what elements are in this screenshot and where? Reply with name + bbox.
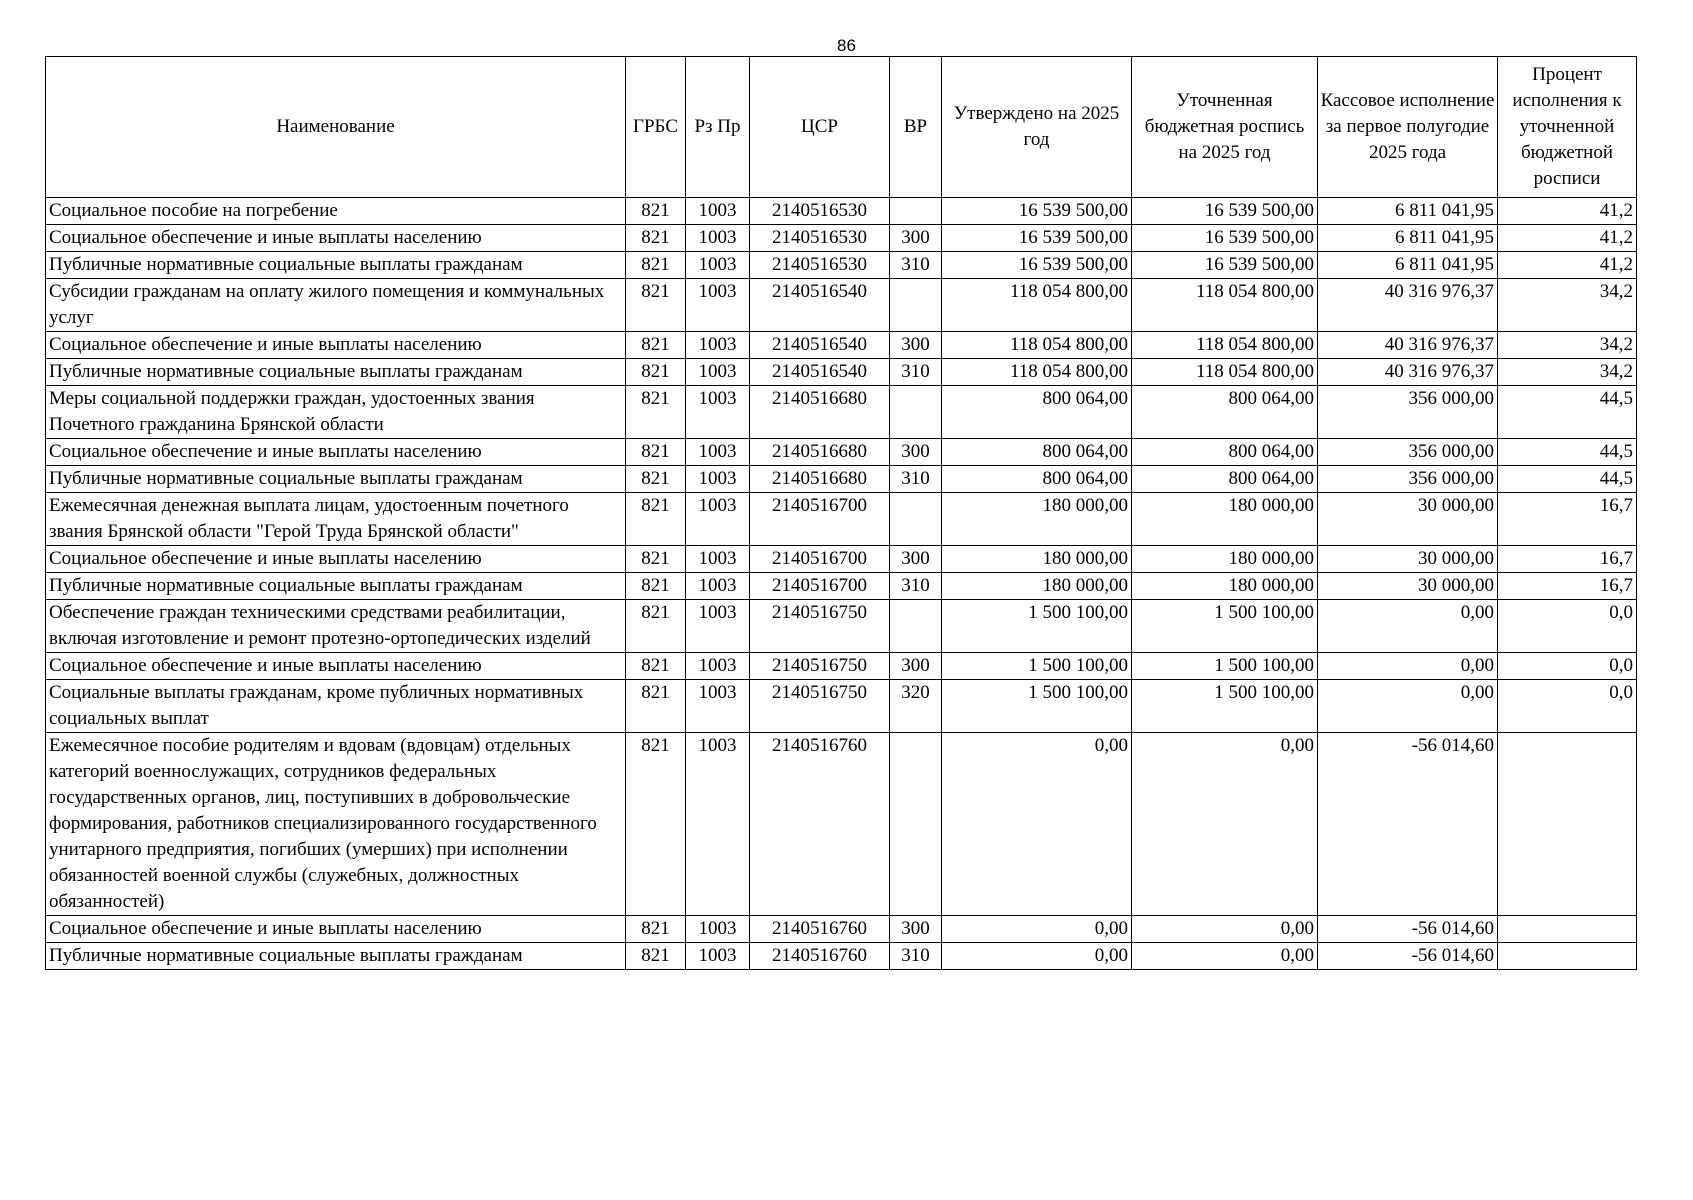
cell-rzpr: 1003 <box>686 733 750 916</box>
cell-rzpr: 1003 <box>686 198 750 225</box>
cell-refined: 1 500 100,00 <box>1132 653 1318 680</box>
cell-refined: 0,00 <box>1132 916 1318 943</box>
cell-name: Ежемесячное пособие родителям и вдовам (вдовцам) отдельных категорий военнослужащих, сотрудников федеральных государственных органов, лиц, поступивших в добровольческие формирования, работников специализированного государственного унитарного предприятия, погибших (умерших) при исполнении обязанностей военной службы (служебных, должностных обязанностей) <box>46 733 626 916</box>
cell-cash: 6 811 041,95 <box>1318 198 1498 225</box>
cell-csr: 2140516540 <box>750 279 890 332</box>
header-vr: ВР <box>890 57 942 198</box>
cell-percent: 16,7 <box>1498 573 1637 600</box>
cell-grbs: 821 <box>626 733 686 916</box>
cell-name: Социальное пособие на погребение <box>46 198 626 225</box>
cell-percent: 41,2 <box>1498 225 1637 252</box>
table-row <box>46 680 1637 733</box>
cell-grbs: 821 <box>626 198 686 225</box>
cell-percent: 16,7 <box>1498 493 1637 546</box>
cell-rzpr: 1003 <box>686 466 750 493</box>
cell-approved: 16 539 500,00 <box>942 252 1132 279</box>
cell-refined: 118 054 800,00 <box>1132 332 1318 359</box>
cell-csr: 2140516700 <box>750 546 890 573</box>
table-row <box>46 225 1637 252</box>
cell-approved: 118 054 800,00 <box>942 279 1132 332</box>
cell-rzpr: 1003 <box>686 439 750 466</box>
table-row <box>46 252 1637 279</box>
cell-grbs: 821 <box>626 573 686 600</box>
cell-grbs: 821 <box>626 943 686 970</box>
cell-name: Публичные нормативные социальные выплаты гражданам <box>46 573 626 600</box>
cell-percent: 44,5 <box>1498 466 1637 493</box>
header-rzpr: Рз Пр <box>686 57 750 198</box>
cell-percent <box>1498 943 1637 970</box>
cell-grbs: 821 <box>626 466 686 493</box>
cell-refined: 118 054 800,00 <box>1132 359 1318 386</box>
table-row <box>46 943 1637 970</box>
table-row <box>46 332 1637 359</box>
cell-refined: 800 064,00 <box>1132 466 1318 493</box>
header-refined: Уточненная бюджетная роспись на 2025 год <box>1132 57 1318 198</box>
cell-name: Социальное обеспечение и иные выплаты населению <box>46 916 626 943</box>
cell-approved: 118 054 800,00 <box>942 359 1132 386</box>
cell-csr: 2140516760 <box>750 943 890 970</box>
cell-cash: 40 316 976,37 <box>1318 359 1498 386</box>
cell-name: Социальное обеспечение и иные выплаты населению <box>46 546 626 573</box>
cell-vr <box>890 493 942 546</box>
cell-percent: 16,7 <box>1498 546 1637 573</box>
cell-name: Социальное обеспечение и иные выплаты населению <box>46 653 626 680</box>
cell-vr: 300 <box>890 225 942 252</box>
cell-refined: 800 064,00 <box>1132 386 1318 439</box>
header-percent: Процент исполнения к уточненной бюджетной росписи <box>1498 57 1637 198</box>
cell-csr: 2140516760 <box>750 733 890 916</box>
cell-csr: 2140516750 <box>750 600 890 653</box>
cell-vr <box>890 733 942 916</box>
cell-cash: -56 014,60 <box>1318 943 1498 970</box>
cell-percent <box>1498 733 1637 916</box>
cell-vr: 300 <box>890 916 942 943</box>
cell-percent: 41,2 <box>1498 252 1637 279</box>
cell-percent: 0,0 <box>1498 680 1637 733</box>
cell-vr: 300 <box>890 332 942 359</box>
cell-refined: 16 539 500,00 <box>1132 252 1318 279</box>
cell-approved: 118 054 800,00 <box>942 332 1132 359</box>
cell-csr: 2140516760 <box>750 916 890 943</box>
table-row <box>46 466 1637 493</box>
cell-cash: 356 000,00 <box>1318 466 1498 493</box>
cell-cash: 0,00 <box>1318 680 1498 733</box>
cell-rzpr: 1003 <box>686 546 750 573</box>
cell-vr <box>890 386 942 439</box>
table-row <box>46 386 1637 439</box>
cell-refined: 180 000,00 <box>1132 573 1318 600</box>
cell-rzpr: 1003 <box>686 225 750 252</box>
cell-approved: 0,00 <box>942 916 1132 943</box>
header-approved: Утверждено на 2025 год <box>942 57 1132 198</box>
cell-vr: 310 <box>890 252 942 279</box>
cell-rzpr: 1003 <box>686 279 750 332</box>
cell-approved: 0,00 <box>942 733 1132 916</box>
cell-percent: 44,5 <box>1498 386 1637 439</box>
cell-grbs: 821 <box>626 386 686 439</box>
cell-refined: 1 500 100,00 <box>1132 600 1318 653</box>
cell-rzpr: 1003 <box>686 252 750 279</box>
cell-csr: 2140516530 <box>750 225 890 252</box>
cell-approved: 800 064,00 <box>942 386 1132 439</box>
cell-grbs: 821 <box>626 225 686 252</box>
cell-approved: 800 064,00 <box>942 466 1132 493</box>
cell-csr: 2140516530 <box>750 252 890 279</box>
cell-name: Субсидии гражданам на оплату жилого помещения и коммунальных услуг <box>46 279 626 332</box>
cell-rzpr: 1003 <box>686 332 750 359</box>
cell-vr: 320 <box>890 680 942 733</box>
cell-name: Публичные нормативные социальные выплаты гражданам <box>46 943 626 970</box>
cell-vr: 300 <box>890 439 942 466</box>
cell-refined: 1 500 100,00 <box>1132 680 1318 733</box>
cell-cash: 6 811 041,95 <box>1318 252 1498 279</box>
cell-rzpr: 1003 <box>686 359 750 386</box>
cell-vr: 300 <box>890 546 942 573</box>
cell-cash: -56 014,60 <box>1318 733 1498 916</box>
cell-grbs: 821 <box>626 359 686 386</box>
cell-approved: 16 539 500,00 <box>942 198 1132 225</box>
cell-cash: 6 811 041,95 <box>1318 225 1498 252</box>
cell-percent: 41,2 <box>1498 198 1637 225</box>
cell-percent: 0,0 <box>1498 653 1637 680</box>
cell-grbs: 821 <box>626 279 686 332</box>
cell-cash: 356 000,00 <box>1318 439 1498 466</box>
cell-approved: 800 064,00 <box>942 439 1132 466</box>
cell-rzpr: 1003 <box>686 943 750 970</box>
cell-approved: 1 500 100,00 <box>942 680 1132 733</box>
cell-refined: 0,00 <box>1132 733 1318 916</box>
cell-refined: 180 000,00 <box>1132 493 1318 546</box>
cell-name: Обеспечение граждан техническими средствами реабилитации, включая изготовление и ремонт протезно-ортопедических изделий <box>46 600 626 653</box>
table-body <box>46 198 1637 970</box>
cell-grbs: 821 <box>626 252 686 279</box>
header-cash: Кассовое исполнение за первое полугодие 2025 года <box>1318 57 1498 198</box>
cell-vr <box>890 600 942 653</box>
cell-vr <box>890 279 942 332</box>
cell-rzpr: 1003 <box>686 573 750 600</box>
cell-csr: 2140516540 <box>750 359 890 386</box>
cell-name: Публичные нормативные социальные выплаты гражданам <box>46 359 626 386</box>
cell-vr <box>890 198 942 225</box>
cell-vr: 300 <box>890 653 942 680</box>
cell-cash: 356 000,00 <box>1318 386 1498 439</box>
cell-refined: 180 000,00 <box>1132 546 1318 573</box>
table-row <box>46 600 1637 653</box>
cell-rzpr: 1003 <box>686 493 750 546</box>
cell-grbs: 821 <box>626 680 686 733</box>
table-row <box>46 279 1637 332</box>
cell-name: Публичные нормативные социальные выплаты гражданам <box>46 466 626 493</box>
cell-name: Социальные выплаты гражданам, кроме публичных нормативных социальных выплат <box>46 680 626 733</box>
cell-cash: -56 014,60 <box>1318 916 1498 943</box>
page-number: 86 <box>837 36 856 55</box>
table-row <box>46 439 1637 466</box>
cell-rzpr: 1003 <box>686 680 750 733</box>
table-row <box>46 546 1637 573</box>
cell-percent: 34,2 <box>1498 359 1637 386</box>
cell-approved: 0,00 <box>942 943 1132 970</box>
cell-percent: 34,2 <box>1498 279 1637 332</box>
cell-name: Социальное обеспечение и иные выплаты населению <box>46 439 626 466</box>
header-grbs: ГРБС <box>626 57 686 198</box>
cell-rzpr: 1003 <box>686 386 750 439</box>
cell-refined: 118 054 800,00 <box>1132 279 1318 332</box>
table-row <box>46 733 1637 916</box>
cell-cash: 0,00 <box>1318 653 1498 680</box>
cell-cash: 40 316 976,37 <box>1318 279 1498 332</box>
cell-cash: 30 000,00 <box>1318 573 1498 600</box>
cell-grbs: 821 <box>626 653 686 680</box>
cell-cash: 30 000,00 <box>1318 493 1498 546</box>
cell-name: Ежемесячная денежная выплата лицам, удостоенным почетного звания Брянской области "Герой Труда Брянской области" <box>46 493 626 546</box>
cell-csr: 2140516680 <box>750 439 890 466</box>
cell-approved: 1 500 100,00 <box>942 653 1132 680</box>
cell-grbs: 821 <box>626 546 686 573</box>
table-row <box>46 198 1637 225</box>
cell-name: Социальное обеспечение и иные выплаты населению <box>46 225 626 252</box>
cell-csr: 2140516680 <box>750 386 890 439</box>
header-csr: ЦСР <box>750 57 890 198</box>
cell-vr: 310 <box>890 573 942 600</box>
header-name: Наименование <box>46 57 626 198</box>
cell-percent: 34,2 <box>1498 332 1637 359</box>
cell-approved: 16 539 500,00 <box>942 225 1132 252</box>
cell-percent: 44,5 <box>1498 439 1637 466</box>
cell-refined: 800 064,00 <box>1132 439 1318 466</box>
cell-vr: 310 <box>890 943 942 970</box>
cell-name: Публичные нормативные социальные выплаты гражданам <box>46 252 626 279</box>
cell-csr: 2140516700 <box>750 573 890 600</box>
table-row <box>46 493 1637 546</box>
table-row <box>46 653 1637 680</box>
cell-csr: 2140516680 <box>750 466 890 493</box>
cell-grbs: 821 <box>626 332 686 359</box>
cell-grbs: 821 <box>626 916 686 943</box>
cell-vr: 310 <box>890 359 942 386</box>
cell-percent: 0,0 <box>1498 600 1637 653</box>
table-row <box>46 916 1637 943</box>
cell-approved: 1 500 100,00 <box>942 600 1132 653</box>
cell-approved: 180 000,00 <box>942 546 1132 573</box>
cell-csr: 2140516700 <box>750 493 890 546</box>
budget-table <box>45 56 1637 970</box>
cell-cash: 30 000,00 <box>1318 546 1498 573</box>
cell-refined: 0,00 <box>1132 943 1318 970</box>
cell-cash: 0,00 <box>1318 600 1498 653</box>
cell-approved: 180 000,00 <box>942 493 1132 546</box>
cell-cash: 40 316 976,37 <box>1318 332 1498 359</box>
cell-grbs: 821 <box>626 493 686 546</box>
cell-approved: 180 000,00 <box>942 573 1132 600</box>
cell-rzpr: 1003 <box>686 600 750 653</box>
cell-csr: 2140516750 <box>750 653 890 680</box>
cell-name: Меры социальной поддержки граждан, удостоенных звания Почетного гражданина Брянской области <box>46 386 626 439</box>
cell-csr: 2140516540 <box>750 332 890 359</box>
cell-refined: 16 539 500,00 <box>1132 198 1318 225</box>
cell-percent <box>1498 916 1637 943</box>
cell-grbs: 821 <box>626 600 686 653</box>
cell-csr: 2140516750 <box>750 680 890 733</box>
table-row <box>46 359 1637 386</box>
cell-vr: 310 <box>890 466 942 493</box>
cell-grbs: 821 <box>626 439 686 466</box>
cell-csr: 2140516530 <box>750 198 890 225</box>
cell-rzpr: 1003 <box>686 916 750 943</box>
cell-refined: 16 539 500,00 <box>1132 225 1318 252</box>
cell-name: Социальное обеспечение и иные выплаты населению <box>46 332 626 359</box>
header-row <box>46 57 1637 198</box>
cell-rzpr: 1003 <box>686 653 750 680</box>
table-row <box>46 573 1637 600</box>
